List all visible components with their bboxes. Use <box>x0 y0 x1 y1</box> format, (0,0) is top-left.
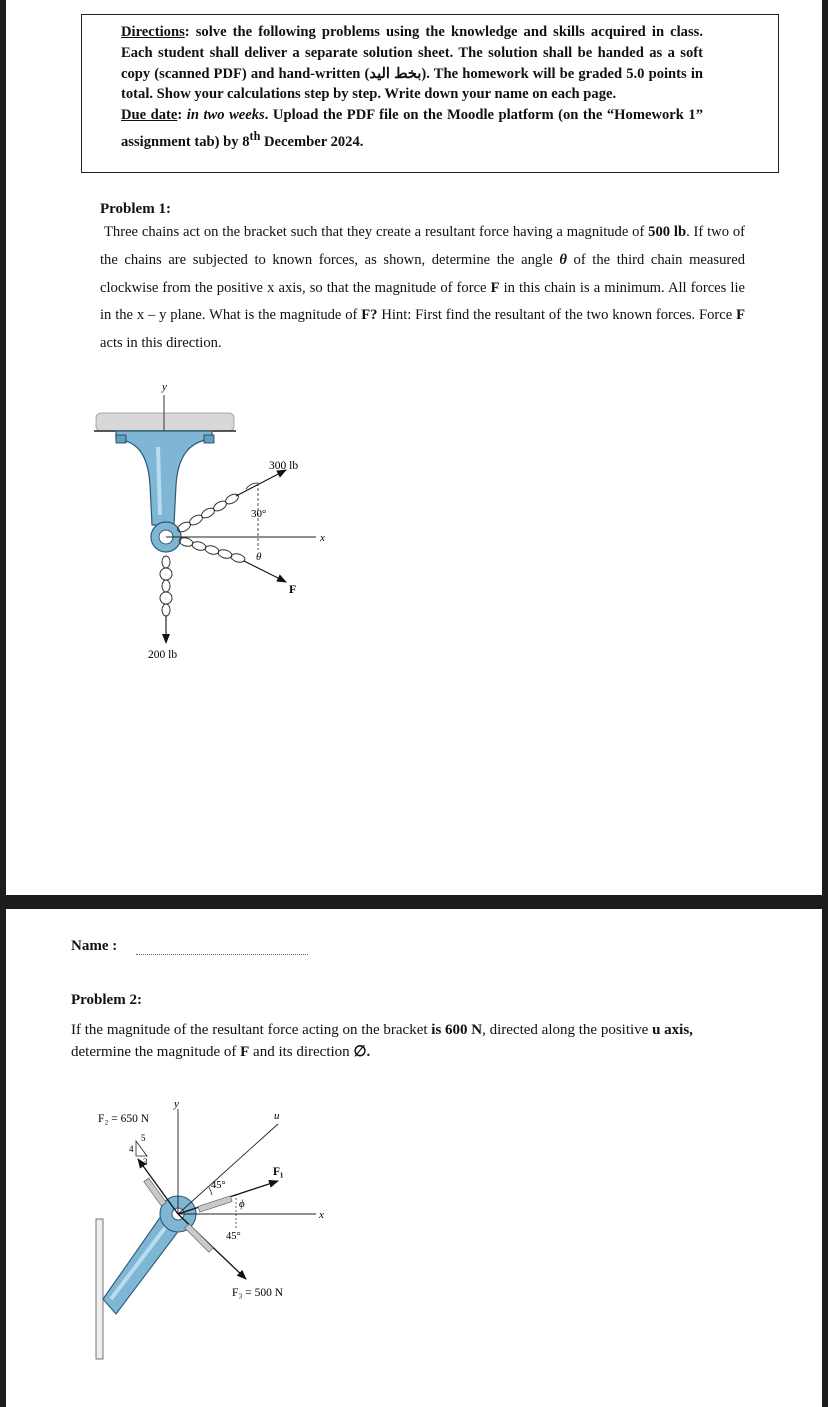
angle-45-bottom-label: 45° <box>226 1231 241 1242</box>
force-F-label: F <box>289 582 297 596</box>
chain-200lb <box>160 556 172 616</box>
x-axis-label: x <box>320 532 325 544</box>
bolt-left <box>116 435 126 443</box>
problem-1-text: Three chains act on the bracket such that they create a resultant force having a magnitude of 500 lb. If two of the chains are subjected to known forces, as shown, determine the angle θ of the third chain measured clockwise from the positive x axis, so that the magnitude of force F in this chain is a minimum. All forces lie in the x – y plane. What is the magnitude of F? Hint: First find the resultant of the two known forces. Force F acts in this direction. <box>100 224 746 352</box>
x-axis-label: x <box>319 1209 324 1221</box>
angle-30-label: 30° <box>251 508 267 520</box>
force-F-arrow <box>244 561 286 582</box>
name-field-line[interactable] <box>136 954 308 955</box>
force-200lb-label: 200 lb <box>148 649 178 661</box>
bracket-body <box>116 431 212 525</box>
ceiling-support <box>96 413 234 431</box>
problem-2-text: If the magnitude of the resultant force acting on the bracket is 600 N, directed along the positive u axis, determine the magnitude of F and its direction ∅. <box>71 1022 693 1060</box>
force-F1-label: F₁ <box>273 1166 284 1178</box>
document-page-1 <box>6 0 822 895</box>
directions-box <box>81 14 779 173</box>
phi-label: ϕ <box>239 1198 245 1210</box>
wall-plate <box>96 1219 103 1359</box>
bolt-right <box>204 435 214 443</box>
y-axis-label: y <box>174 1099 179 1110</box>
chain-300lb <box>176 492 240 534</box>
force-300lb-label: 300 lb <box>269 460 299 472</box>
figure-2-bracket-diagram <box>86 1099 346 1407</box>
y-axis-label: y <box>162 381 167 393</box>
slope-5-label: 5 <box>141 1133 146 1143</box>
slope-4-label: 4 <box>129 1144 134 1154</box>
slope-3-label: 3 <box>143 1157 148 1167</box>
force-F3-label: F₃ = 500 N <box>232 1287 284 1299</box>
force-F2-arrow <box>138 1159 178 1214</box>
force-300lb-arrow <box>236 470 286 496</box>
directions-text: Directions: solve the following problems using the knowledge and skills acquired in class. Each student shall deliver a separate solution sheet. The solution shall be handed as a soft copy (scanned PDF) and hand-written (بخط اليد). The homework will be graded 5.0 points in total. Show your calculations step by step. Write down your name on each page. Due date: in two weeks. Upload the PDF file on the Moodle platform (on the “Homework 1” assignment tab) by 8th December 2024. <box>121 24 703 150</box>
force-F2-label: F₂ = 650 N <box>98 1113 150 1125</box>
problem-1-title: Problem 1: <box>100 201 171 217</box>
document-page-2 <box>6 909 822 1407</box>
chain-F <box>178 536 246 563</box>
figure-1-bracket-diagram <box>86 375 346 670</box>
theta-label: θ <box>256 551 262 563</box>
name-label: Name : <box>71 938 118 954</box>
u-axis-label: u <box>274 1110 280 1122</box>
problem-2-title: Problem 2: <box>71 992 142 1008</box>
slope-triangle <box>136 1141 147 1156</box>
angle-45-top-label: 45° <box>211 1180 226 1191</box>
